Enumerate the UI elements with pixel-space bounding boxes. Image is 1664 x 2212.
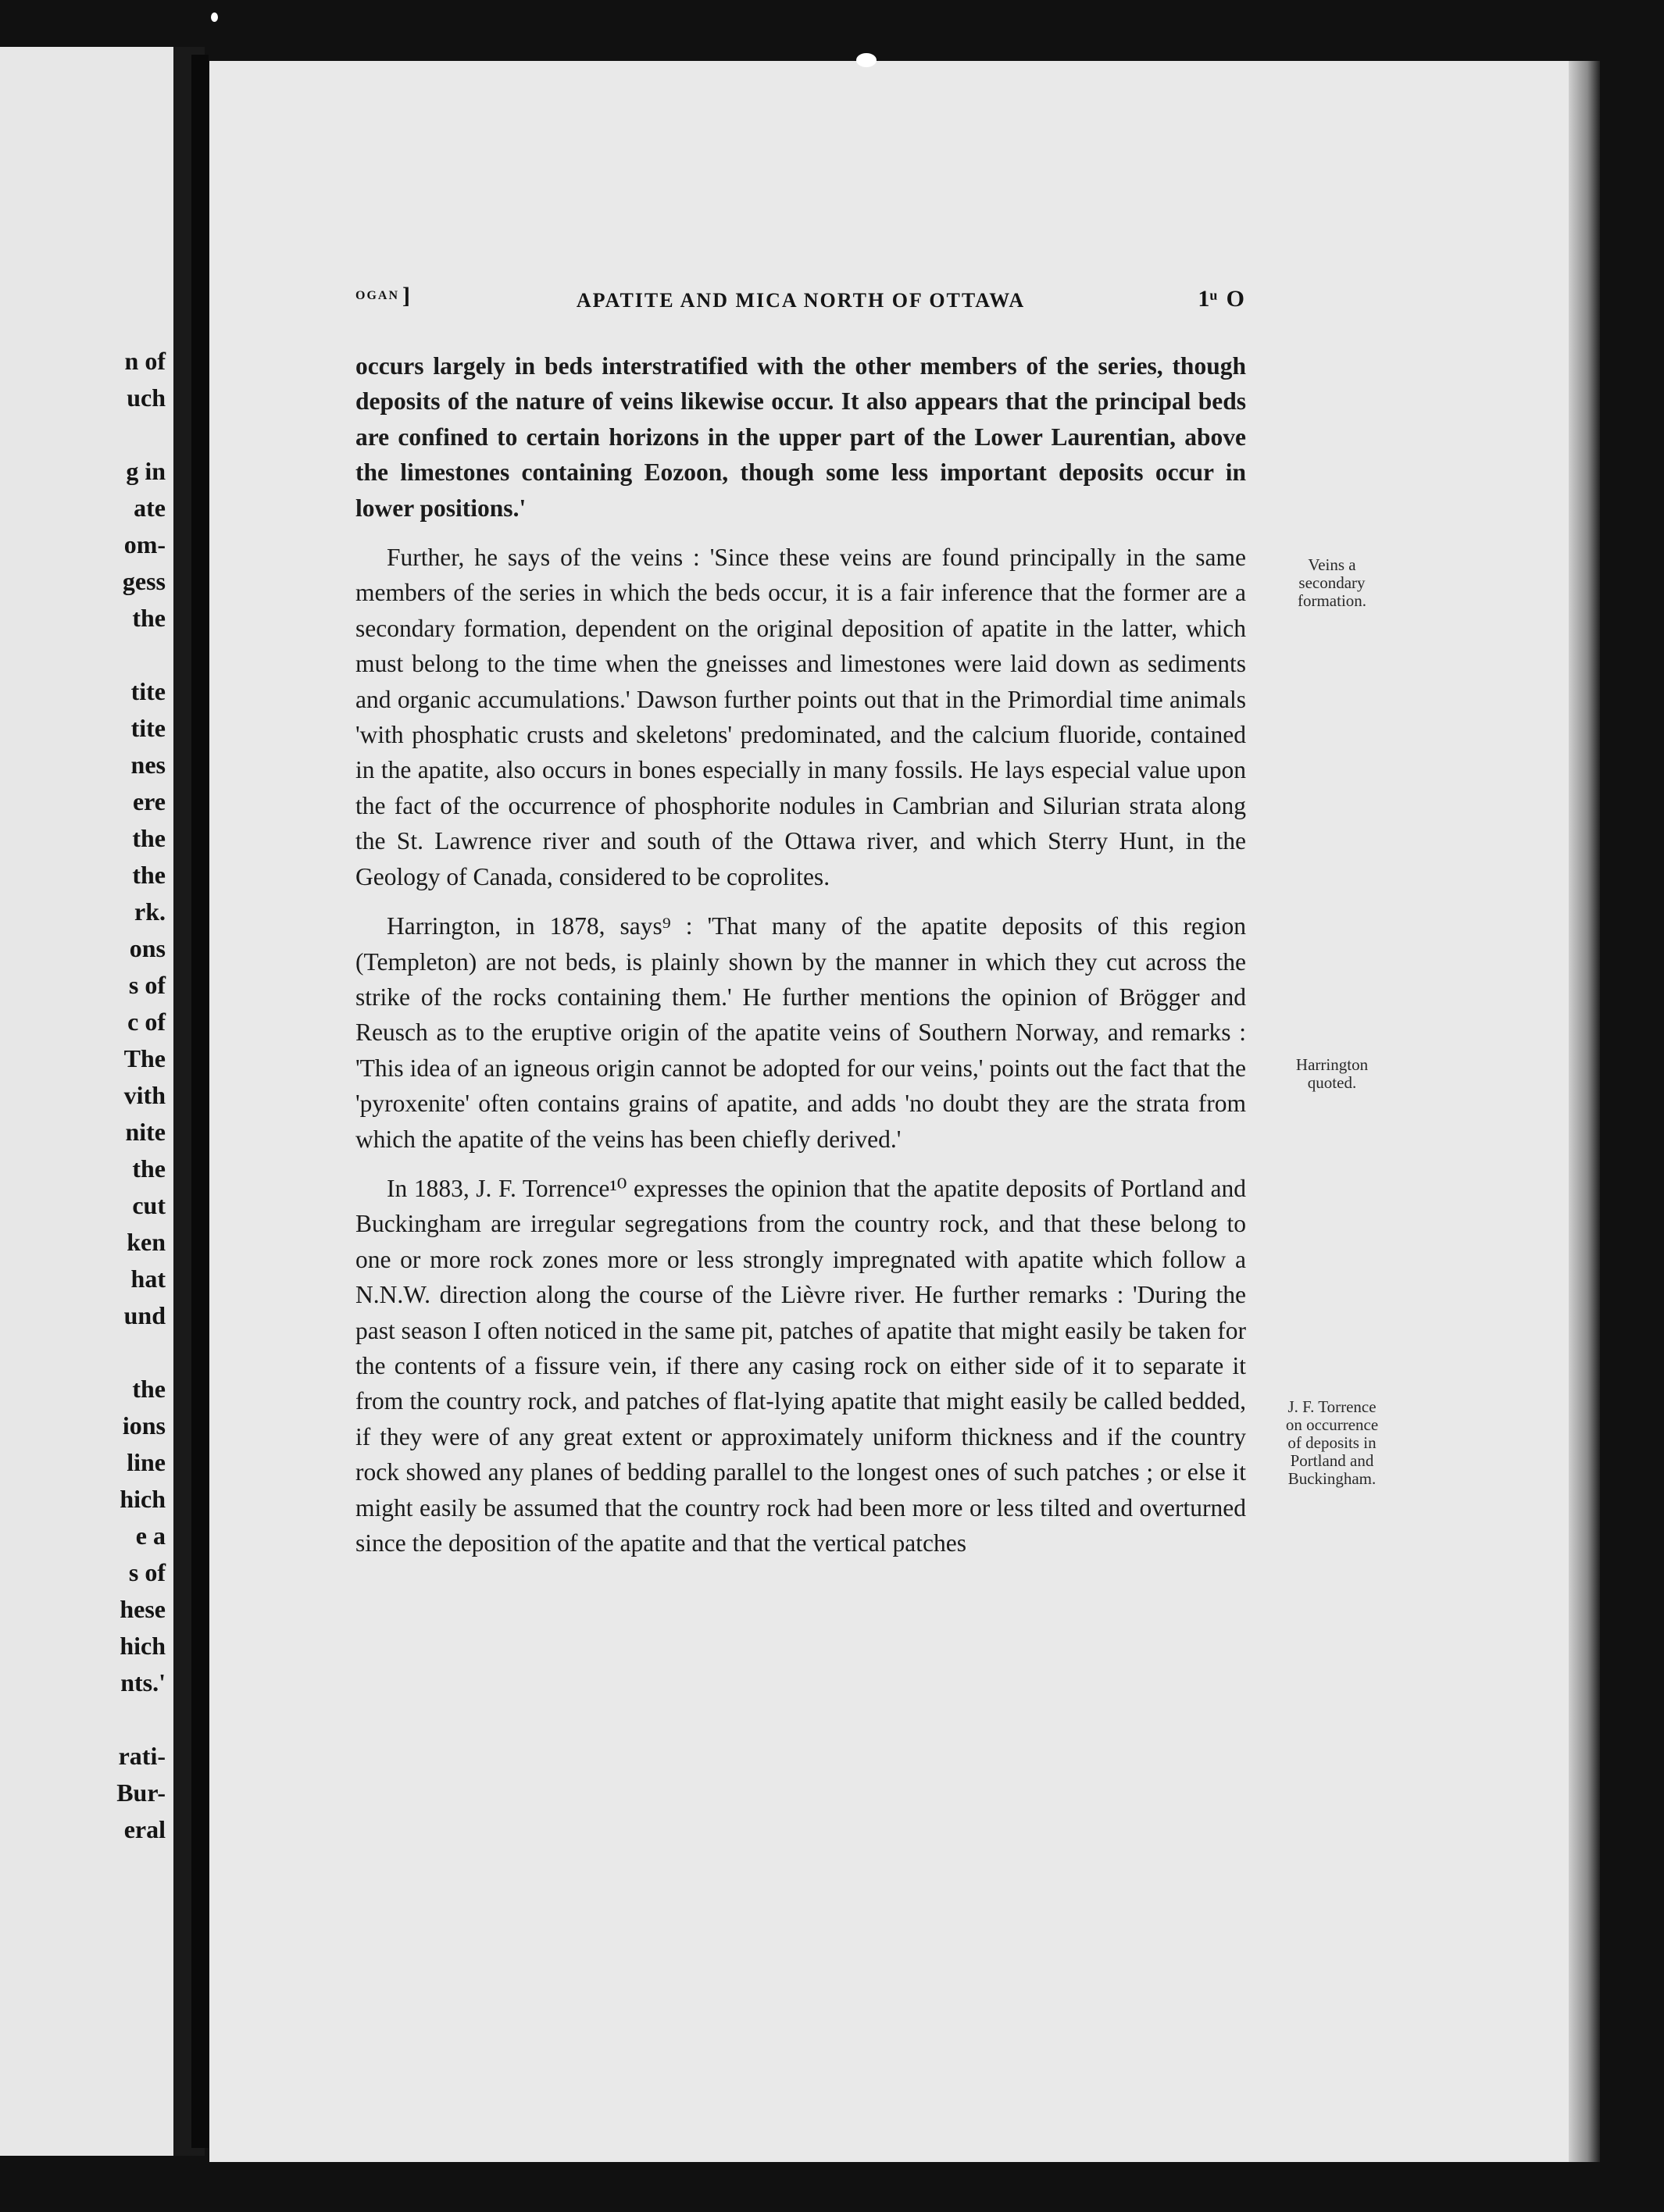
- header-title: APATITE AND MICA NORTH OF OTTAWA: [576, 289, 1026, 312]
- sidenote-torrence: J. F. Torrence on occurrence of deposits in Portland and Buckingham.: [1285, 1397, 1379, 1488]
- left-margin-fragment: the: [132, 604, 166, 632]
- left-margin-fragment: Bur-: [116, 1779, 166, 1807]
- left-margin-fragment: hese: [120, 1595, 166, 1623]
- left-margin-fragment: n of: [124, 347, 166, 375]
- body-text: [355, 348, 1246, 1575]
- page-edge: [1569, 61, 1600, 2162]
- left-margin-fragment: rati-: [118, 1742, 166, 1770]
- left-margin-fragment: uch: [127, 384, 166, 412]
- paragraph-torrence: In 1883, J. F. Torrence¹⁰ expresses the opinion that the apatite deposits of Portland and Buckingham are irregular segregations from the country rock, and that these belong to one or more rock zones more or less strongly impregnated with apatite which follow a N.N.W. direction along the course of the Lièvre river. He further remarks : 'During the past season I often noticed in the same pit, patches of apatite that might easily be taken for the contents of a fissure vein, if there any casing rock on either side of it to separate it from the country rock, and patches of flat-lying apatite that might easily be called bedded, if they were of any great extent or approximately uniform thickness and if the country rock showed any planes of bedding parallel to the longest ones of such patches ; or else it might easily be assumed that the country rock had been more or less tilted and overturned since the deposition of the apatite and that the vertical patches: [355, 1174, 1246, 1557]
- left-margin-fragment: the: [132, 1375, 166, 1403]
- left-margin-fragment: hat: [130, 1265, 166, 1293]
- scan-speck: [211, 12, 218, 22]
- left-margin-fragment: ions: [122, 1411, 166, 1440]
- paragraph-harrington: Harrington, in 1878, says⁹ : 'That many of the apatite deposits of this region (Templeton) are not beds, is plainly shown by the manner in which they cut across the strike of the rocks containing them.' He further mentions the opinion of Brögger and Reusch as to the eruptive origin of the apatite veins of Southern Norway, and remarks : 'This idea of an igneous origin cannot be adopted for our veins,' points out the fact that the 'pyroxenite' often contains grains of apatite, and adds 'no doubt they are the strata from which the apatite of the veins has been chiefly derived.': [355, 912, 1246, 1153]
- left-margin-fragment: hich: [120, 1632, 166, 1660]
- header-left-mark: OGAN: [355, 289, 399, 302]
- left-margin-fragment: hich: [120, 1485, 166, 1513]
- left-margin-fragment: tite: [130, 714, 166, 742]
- scan-speck: [856, 53, 877, 67]
- page-number: 1ͧ O: [1198, 286, 1246, 312]
- left-margin-fragment: ate: [134, 494, 166, 522]
- left-margin-fragment: nes: [130, 751, 166, 779]
- left-margin-fragment: cut: [132, 1191, 166, 1219]
- left-page: [0, 47, 173, 2156]
- left-margin-fragment: nts.': [120, 1668, 166, 1696]
- left-margin-fragment: tite: [130, 677, 166, 705]
- left-margin-fragment: ons: [129, 934, 166, 962]
- left-margin-fragment: rk.: [134, 897, 166, 926]
- left-margin-fragment: s of: [128, 971, 166, 999]
- left-margin-fragment: om-: [123, 530, 166, 558]
- left-margin-fragment: eral: [123, 1815, 166, 1843]
- running-header: [355, 281, 1246, 320]
- left-margin-fragment: und: [123, 1301, 166, 1329]
- paragraph-further: Further, he says of the veins : 'Since these veins are found principally in the same members of the series in which the beds occur, it is a fair inference that the former are a secondary formation, dependent on the original deposition of apatite in the latter, which must belong to the time when the gneisses and limestones were laid down as sediments and organic accumulations.' Dawson further points out that in the Primordial time animals 'with phosphatic crusts and skeletons' predominated, and the calcium fluoride, contained in the apatite, also occurs in bones especially in many fossils. He lays especial value upon the fact of the occurrence of phosphorite nodules in Cambrian and Silurian strata along the St. Lawrence river and south of the Ottawa river, and which Sterry Hunt, in the Geology of Canada, considered to be coprolites.: [355, 544, 1246, 890]
- left-margin-fragment: the: [132, 861, 166, 889]
- left-margin-fragment: e a: [135, 1522, 166, 1550]
- left-margin-fragment: s of: [128, 1558, 166, 1586]
- sidenote-harrington: Harrington quoted.: [1295, 1055, 1369, 1092]
- left-margin-fragment: line: [127, 1448, 166, 1476]
- left-margin-fragment: the: [132, 824, 166, 852]
- left-margin-fragment: ken: [127, 1228, 166, 1256]
- left-margin-fragment: the: [132, 1154, 166, 1183]
- sidenote-veins: Veins a secondary formation.: [1297, 555, 1367, 610]
- left-margin-fragment: The: [123, 1044, 166, 1072]
- page-gutter: [191, 55, 209, 2148]
- left-margin-fragment: gess: [122, 567, 166, 595]
- header-bracket: ]: [402, 283, 412, 309]
- left-margin-fragment: vith: [123, 1081, 166, 1109]
- left-margin-fragment: g in: [126, 457, 166, 485]
- left-margin-fragment: ere: [132, 787, 166, 815]
- left-margin-fragment: c of: [127, 1008, 166, 1036]
- left-margin-fragment: nite: [125, 1118, 166, 1146]
- paragraph-continuation: occurs largely in beds interstratified with the other members of the series, though deposits of the nature of veins likewise occur. It also appears that the principal beds are confined to certain horizons in the upper part of the Lower Laurentian, above the limestones containing Eozoon, though some less important deposits occur in lower positions.': [355, 352, 1246, 522]
